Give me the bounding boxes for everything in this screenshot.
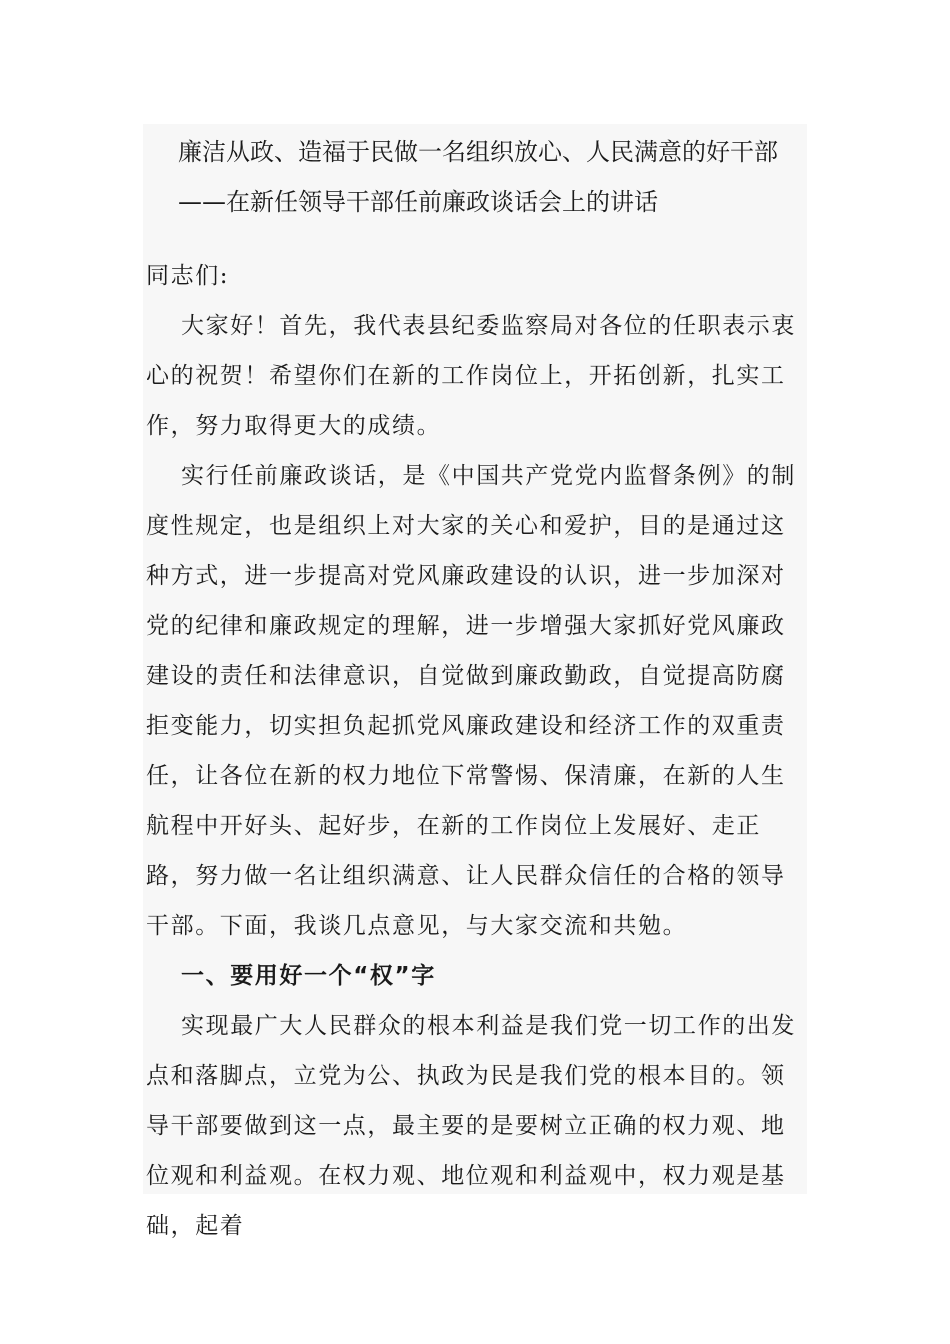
document-subtitle: ——在新任领导干部任前廉政谈话会上的讲话 bbox=[178, 188, 658, 216]
section-paragraph: 实现最广大人民群众的根本利益是我们党一切工作的出发点和落脚点，立党为公、执政为民是我们党的根本目的。领导干部要做到这一点，最主要的是要树立正确的权力观、地位观和利益观。在权力观、地位观和利益观中，权力观是基础，起着 bbox=[146, 1013, 796, 1239]
paragraph-greeting: 大家好！首先，我代表县纪委监察局对各位的任职表示衷心的祝贺！希望你们在新的工作岗位上，开拓创新，扎实工作，努力取得更大的成绩。 bbox=[146, 313, 796, 439]
document-content bbox=[146, 124, 802, 1251]
section-heading: 一、要用好一个“权”字 bbox=[181, 963, 436, 989]
salutation: 同志们: bbox=[146, 263, 230, 289]
paragraph-purpose: 实行任前廉政谈话，是《中国共产党党内监督条例》的制度性规定，也是组织上对大家的关心和爱护，目的是通过这种方式，进一步提高对党风廉政建设的认识，进一步加深对党的纪律和廉政规定的理解，进一步增强大家抓好党风廉政建设的责任和法律意识，自觉做到廉政勤政，自觉提高防腐拒变能力，切实担负起抓党风廉政建设和经济工作的双重责任，让各位在新的权力地位下常警惕、保清廉，在新的人生航程中开好头、起好步，在新的工作岗位上发展好、走正路，努力做一名让组织满意、让人民群众信任的合格的领导干部。下面，我谈几点意见，与大家交流和共勉。 bbox=[146, 463, 796, 939]
document-title: 廉洁从政、造福于民做一名组织放心、人民满意的好干部 bbox=[178, 138, 778, 166]
